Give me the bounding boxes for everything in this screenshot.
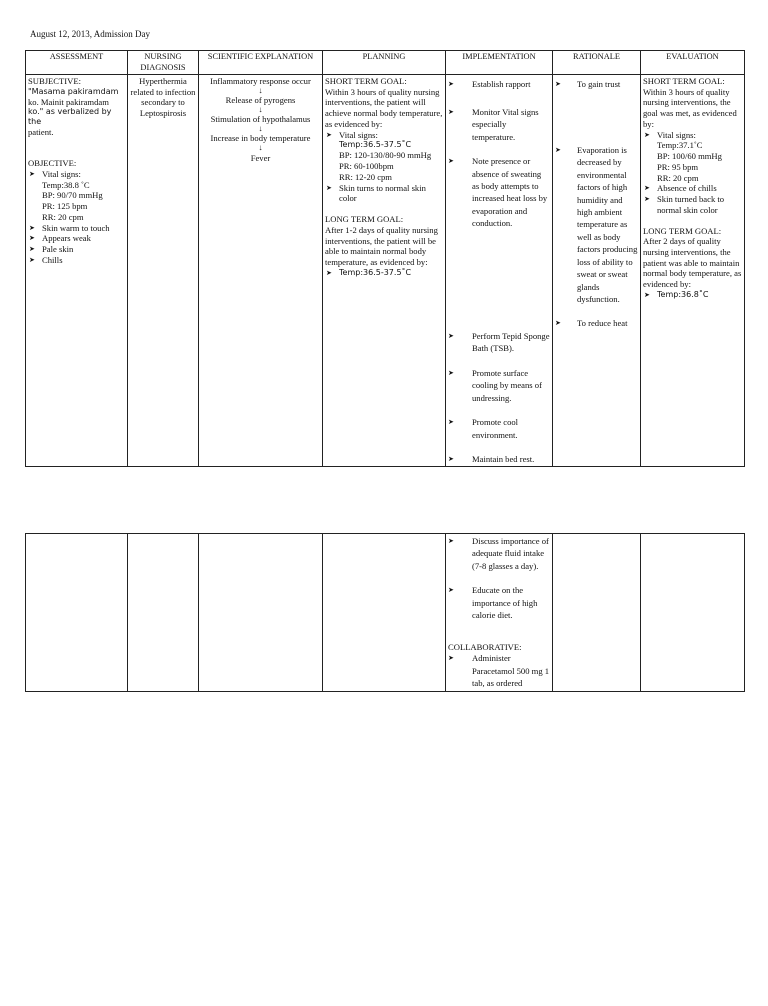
evaluation-short-list: [643, 130, 742, 216]
planning-long-temp: ➤ Temp:36.5-37.5˚C: [325, 268, 443, 278]
planning-bp: BP: 120-130/80-90 mmHg: [339, 150, 432, 161]
implementation-item: ➤ Promote cool environment.: [448, 416, 550, 441]
implementation-item: ➤ Note presence or absence of sweating as body attempts to increased heat loss by evaporation and conduction.: [448, 155, 550, 230]
scientific-explanation-cell: [199, 75, 323, 467]
explanation-step: Fever: [250, 152, 271, 163]
planning-vital-signs: ➤ Vital signs: Temp:36.5-37.5˚C BP: 120-130/80-90 mmHg PR: 60-100bpm RR: 12-20 cpm: [325, 130, 443, 183]
header-nursing-diagnosis: NURSING DIAGNOSIS: [128, 51, 199, 75]
implementation-item: ➤ Educate on the importance of high calorie diet.: [448, 584, 550, 621]
down-arrow-icon: ↓: [258, 123, 263, 133]
planning-long-label: LONG TERM GOAL:: [325, 214, 404, 225]
objective-list: [28, 169, 125, 266]
implementation-item: ➤ Maintain bed rest.: [448, 453, 550, 465]
planning-long-list: [325, 268, 443, 278]
header-scientific-explanation: SCIENTIFIC EXPLANATION: [199, 51, 323, 75]
planning-rr: RR: 12-20 cpm: [339, 171, 392, 182]
collaborative-label: COLLABORATIVE:: [448, 641, 522, 652]
subjective-text: ko. Mainit pakiramdam: [28, 96, 109, 107]
rationale-item: ➤ Evaporation is decreased by environmental factors of high humidity and high ambient temperature as well as body factors producing loss of ability to sweat or sweat glands dysfunction.: [555, 144, 638, 306]
planning-short-text: Within 3 hours of quality nursing interventions, the patient will achieve normal body temperature, as evidenced by:: [325, 86, 443, 129]
explanation-step: Release of pyrogens: [225, 95, 296, 106]
nursing-care-plan-table-continued: [25, 533, 745, 692]
implementation-list: [448, 79, 550, 465]
evaluation-skin: ➤ Skin turned back to normal skin color: [643, 194, 742, 215]
nursing-care-plan-table: [25, 50, 745, 467]
explanation-step: Inflammatory response occur: [210, 76, 311, 86]
planning-cell: [323, 75, 446, 467]
down-arrow-icon: ↓: [258, 85, 263, 95]
subjective-label: SUBJECTIVE:: [28, 76, 81, 86]
planning-temp: Temp:36.5-37.5˚C: [339, 140, 412, 150]
objective-temp: Temp:38.8 ˚C: [42, 179, 90, 190]
explanation-step: Increase in body temperature: [210, 133, 311, 144]
evaluation-bp: BP: 100/60 mmHg: [657, 151, 722, 162]
rationale-item: ➤ To gain trust: [555, 79, 638, 90]
header-planning: PLANNING: [323, 51, 446, 75]
empty-cell: [553, 534, 641, 692]
implementation-item: ➤ Perform Tepid Sponge Bath (TSB).: [448, 330, 550, 355]
evaluation-short-label: SHORT TERM GOAL:: [643, 76, 725, 86]
down-arrow-icon: ↓: [258, 104, 263, 114]
nursing-diagnosis-text: Hyperthermia related to infection secondary to Leptospirosis: [130, 76, 196, 119]
objective-item: ➤ Skin warm to touch: [28, 223, 125, 234]
objective-bp: BP: 90/70 mmHg: [42, 190, 103, 201]
evaluation-long-label: LONG TERM GOAL:: [643, 225, 722, 236]
rationale-cell: [553, 75, 641, 467]
evaluation-rr: RR: 20 cpm: [657, 172, 699, 183]
collaborative-item: ➤ Administer Paracetamol 500 mg 1 tab, as ordered: [448, 652, 550, 689]
objective-pr: PR: 125 bpm: [42, 201, 88, 212]
evaluation-pr: PR: 95 bpm: [657, 161, 699, 172]
empty-cell: [128, 534, 199, 692]
objective-item: ➤ Pale skin: [28, 244, 125, 255]
objective-rr: RR: 20 cpm: [42, 211, 84, 222]
assessment-cell: [26, 75, 128, 467]
down-arrow-icon: ↓: [258, 143, 263, 153]
evaluation-long-list: [643, 290, 742, 300]
evaluation-vital-signs: ➤ Vital signs: Temp:37.1˚C BP: 100/60 mmHg PR: 95 bpm RR: 20 cpm: [643, 130, 742, 184]
planning-short-list: [325, 130, 443, 204]
header-implementation: IMPLEMENTATION: [446, 51, 553, 75]
empty-cell: [323, 534, 446, 692]
header-assessment: ASSESSMENT: [26, 51, 128, 75]
implementation-continued-list: [448, 535, 550, 622]
implementation-item: ➤ Establish rapport: [448, 79, 550, 90]
header-rationale: RATIONALE: [553, 51, 641, 75]
implementation-item: ➤ Promote surface cooling by means of undressing.: [448, 367, 550, 404]
subjective-verbalized: ko." as verbalized by the: [28, 107, 112, 127]
collaborative-list: [448, 652, 550, 689]
objective-item: ➤ Appears weak: [28, 233, 125, 244]
evaluation-long-temp: ➤ Temp:36.8˚C: [643, 290, 742, 300]
implementation-cell: [446, 75, 553, 467]
evaluation-cell: [641, 75, 745, 467]
nursing-diagnosis-cell: [128, 75, 199, 467]
subjective-end: patient.: [28, 127, 54, 138]
evaluation-short-text: Within 3 hours of quality nursing interventions, the goal was met, as evidenced by:: [643, 86, 737, 129]
rationale-item: ➤ To reduce heat: [555, 318, 638, 329]
empty-cell: [26, 534, 128, 692]
subjective-quote: "Masama pakiramdam: [28, 86, 119, 96]
document-date: August 12, 2013, Admission Day: [30, 29, 151, 39]
evaluation-long-text: After 2 days of quality nursing interventions, the patient was able to maintain normal body temperature, as evidenced by:: [643, 236, 742, 290]
empty-cell: [641, 534, 745, 692]
objective-label: OBJECTIVE:: [28, 158, 77, 169]
objective-vital-signs: ➤ Vital signs: Temp:38.8 ˚C BP: 90/70 mmHg PR: 125 bpm RR: 20 cpm: [28, 169, 125, 223]
empty-cell: [199, 534, 323, 692]
implementation-item: ➤ Monitor Vital signs especially temperature.: [448, 106, 550, 143]
implementation-continued-cell: [446, 534, 553, 692]
explanation-step: Stimulation of hypothalamus: [210, 114, 311, 125]
planning-pr: PR: 60-100bpm: [339, 161, 394, 172]
header-evaluation: EVALUATION: [641, 51, 745, 75]
planning-short-label: SHORT TERM GOAL:: [325, 76, 407, 86]
planning-skin: ➤ Skin turns to normal skin color: [325, 183, 443, 204]
evaluation-chills: ➤ Absence of chills: [643, 183, 742, 194]
objective-item: ➤ Chills: [28, 255, 125, 266]
planning-long-text: After 1-2 days of quality nursing interventions, the patient will be able to maintain normal body temperature, as evidenced by:: [325, 224, 438, 268]
implementation-item: ➤ Discuss importance of adequate fluid intake (7-8 glasses a day).: [448, 535, 550, 572]
evaluation-temp: Temp:37.1˚C: [657, 140, 703, 151]
